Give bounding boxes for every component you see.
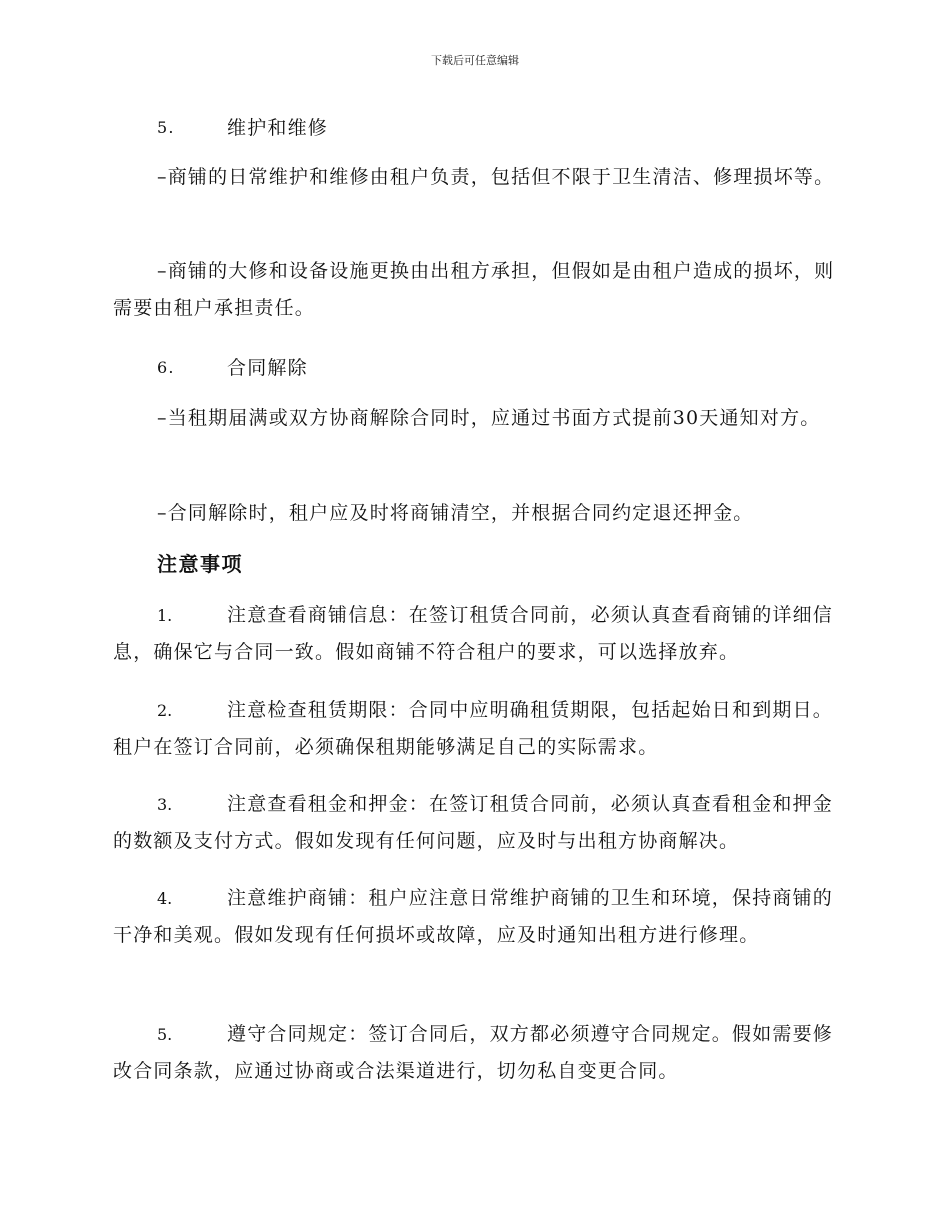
section-6-number: 6. <box>157 358 175 377</box>
section-6-paragraph-2-text: –合同解除时，租户应及时将商铺清空，并根据合同约定退还押金。 <box>157 502 754 524</box>
section-6-paragraph-1-text: –当租期届满或双方协商解除合同时，应通过书面方式提前30天通知对方。 <box>157 407 821 429</box>
notes-item-3 <box>113 786 835 860</box>
section-5-number: 5. <box>157 118 175 137</box>
section-6-title: 合同解除 <box>227 357 308 379</box>
notes-item-4-number: 4. <box>157 889 173 908</box>
section-5-paragraph-2-text: –商铺的大修和设备设施更换由出租方承担，但假如是由租户造成的损坏，则需要由租户承担责任。 <box>113 260 835 319</box>
section-5-paragraph-1 <box>113 159 835 196</box>
notes-item-2-text: 注意检查租赁期限：合同中应明确租赁期限，包括起始日和到期日。租户在签订合同前，必须确保租期能够满足自己的实际需求。 <box>113 699 834 758</box>
notes-item-4 <box>113 880 835 954</box>
section-5-paragraph-2 <box>113 253 835 327</box>
notes-item-2-number: 2. <box>157 701 173 720</box>
notes-item-2 <box>113 692 835 766</box>
page-header: 下载后可任意编辑 <box>431 54 519 67</box>
notes-item-1 <box>113 597 835 671</box>
notes-item-1-text: 注意查看商铺信息：在签订租赁合同前，必须认真查看商铺的详细信息，确保它与合同一致。假如商铺不符合租户的要求，可以选择放弃。 <box>113 604 834 663</box>
notes-item-5 <box>113 1016 835 1090</box>
section-6-paragraph-1 <box>113 400 835 437</box>
section-5-paragraph-1-text: –商铺的日常维护和维修由租户负责，包括但不限于卫生清洁、修理损坏等。 <box>157 166 835 188</box>
notes-item-5-text: 遵守合同规定：签订合同后，双方都必须遵守合同规定。假如需要修改合同条款，应通过协商或合法渠道进行，切勿私自变更合同。 <box>113 1023 834 1082</box>
notes-item-4-text: 注意维护商铺：租户应注意日常维护商铺的卫生和环境，保持商铺的干净和美观。假如发现有任何损坏或故障，应及时通知出租方进行修理。 <box>113 887 834 946</box>
notes-item-3-number: 3. <box>157 795 173 814</box>
section-6-paragraph-2 <box>113 495 835 532</box>
notes-item-1-number: 1. <box>157 606 173 625</box>
section-5-title: 维护和维修 <box>227 117 329 139</box>
notes-heading: 注意事项 <box>157 552 243 576</box>
notes-item-3-text: 注意查看租金和押金：在签订租赁合同前，必须认真查看租金和押金的数额及支付方式。假如发现有任何问题，应及时与出租方协商解决。 <box>113 793 834 852</box>
notes-item-5-number: 5. <box>157 1025 173 1044</box>
